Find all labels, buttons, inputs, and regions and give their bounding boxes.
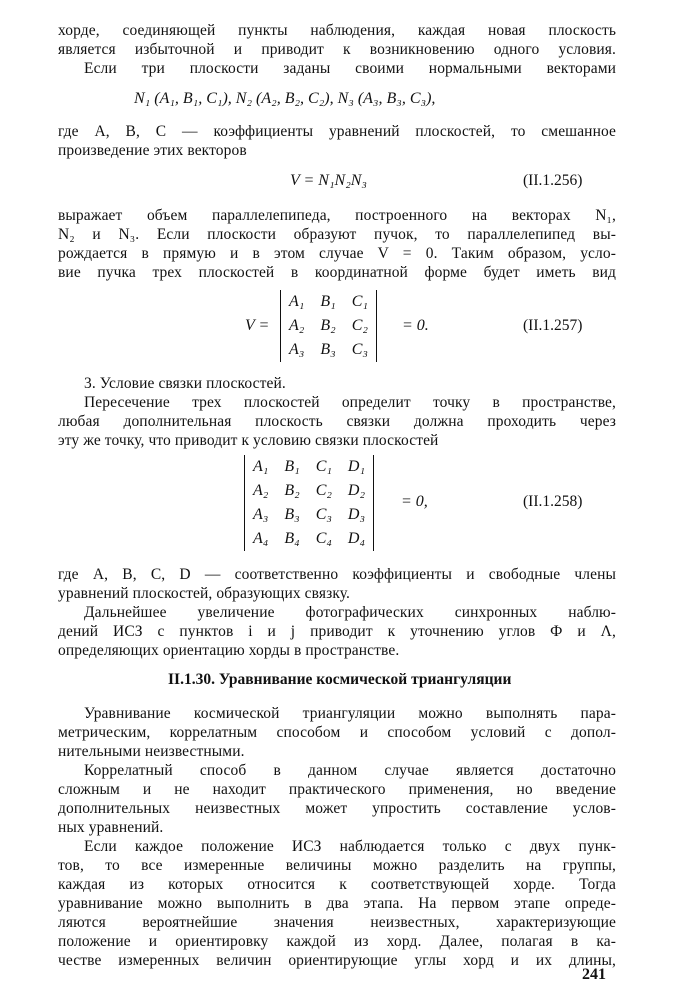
text-line: дений ИСЗ с пунктов i и j приводит к уточнению углов Ф и Λ, (58, 623, 616, 640)
matrix-cell: C₁ (315, 458, 332, 475)
text-line: Пересечение трех плоскостей определит точку в пространстве, (84, 394, 616, 411)
text-line: дополнительных неизвестных может упростить составление услов- (58, 800, 616, 817)
matrix-cell: B₄ (284, 530, 300, 547)
matrix-cell: D₃ (347, 506, 366, 523)
matrix-cell: A₁ (253, 458, 269, 475)
text-line: уравнивание можно выполнить в два этапа. На первом этапе опреде- (58, 895, 616, 912)
text-line: хорде, соединяющей пункты наблюдения, каждая новая плоскость (58, 22, 616, 39)
matrix-cell: C₂ (351, 317, 368, 334)
equation-number: (II.1.258) (523, 493, 583, 510)
matrix-cell: A₁ (289, 293, 305, 310)
matrix-cell: C₄ (315, 530, 332, 547)
matrix-cell: A₂ (289, 317, 305, 334)
matrix-cell: C₃ (315, 506, 332, 523)
text-line: произведение этих векторов (58, 142, 247, 159)
matrix-cell: A₃ (289, 341, 305, 358)
matrix-cell: B₂ (320, 317, 336, 334)
matrix-cell: C₂ (315, 482, 332, 499)
matrix-cell: B₃ (320, 341, 336, 358)
matrix-cell: D₂ (347, 482, 366, 499)
text-line: Дальнейшее увеличение фотографических синхронных наблю- (84, 604, 616, 621)
text-line: честве измеренных величин ориентирующие углы хорд и их длины, (58, 952, 616, 969)
matrix-cell: C₃ (351, 341, 368, 358)
equation-number: (II.1.256) (523, 172, 583, 189)
section-title: II.1.30. Уравнивание космической триангуляции (168, 671, 512, 688)
matrix-cell: D₄ (347, 530, 366, 547)
matrix-cell: B₁ (284, 458, 300, 475)
text-line: тов, то все измеренные величины можно разделить на группы, (58, 857, 616, 874)
text-line: Если три плоскости заданы своими нормальными векторами (84, 60, 616, 77)
equation-lhs: V = (245, 317, 270, 334)
text-line: N₂ и N₃. Если плоскости образуют пучок, то параллелепипед вы- (58, 226, 616, 243)
determinant-3x3 (280, 290, 377, 362)
text-line: вие пучка трех плоскостей в координатной форме будет иметь вид (58, 264, 616, 281)
text-line: является избыточной и приводит к возникновению одного условия. (58, 41, 616, 58)
equation-rhs: = 0, (401, 493, 428, 510)
determinant-4x4 (244, 455, 374, 551)
text-line: эту же точку, что приводит к условию связки плоскостей (58, 432, 439, 449)
equation-number: (II.1.257) (523, 317, 583, 334)
equation-mixed-product: V = N₁N₂N₃ (290, 172, 367, 189)
text-line: ных уравнений. (58, 819, 164, 836)
equation-vectors: N₁ (A₁, B₁, C₁), N₂ (A₂, B₂, C₂), N₃ (A₃, B₃, C₃), (134, 90, 436, 107)
matrix-cell: B₁ (320, 293, 336, 310)
text-line: уравнений плоскостей, образующих связку. (58, 585, 351, 602)
page-number: 241 (582, 966, 606, 983)
text-line: ляются вероятнейшие значения неизвестных, характеризующие (58, 914, 616, 931)
equation-rhs: = 0. (402, 317, 429, 334)
text-line: положение и ориентировку каждой из хорд. Далее, полагая в ка- (58, 933, 616, 950)
text-line: рождается в прямую и в этом случае V = 0. Таким образом, усло- (58, 245, 616, 262)
text-line: сложным и не находит практического применения, но введение (58, 781, 616, 798)
matrix-cell: C₁ (351, 293, 368, 310)
text-line: где A, B, C, D — соответственно коэффициенты и свободные члены (58, 566, 616, 583)
text-line: любая дополнительная плоскость связки должна проходить через (58, 413, 616, 430)
text-line: выражает объем параллелепипеда, построенного на векторах N₁, (58, 207, 616, 224)
text-line: Коррелатный способ в данном случае является достаточно (84, 762, 616, 779)
matrix-cell: A₃ (253, 506, 269, 523)
text-line: нительными неизвестными. (58, 743, 245, 760)
matrix-cell: A₄ (253, 530, 269, 547)
matrix-cell: B₂ (284, 482, 300, 499)
text-line: Уравнивание космической триангуляции можно выполнять пара- (84, 705, 616, 722)
text-line: где A, B, C — коэффициенты уравнений плоскостей, то смешанное (58, 123, 616, 140)
matrix-cell: B₃ (284, 506, 300, 523)
text-line: Если каждое положение ИСЗ наблюдается только с двух пунк- (84, 838, 616, 855)
text-line: определяющих ориентацию хорды в пространстве. (58, 642, 400, 659)
matrix-cell: A₂ (253, 482, 269, 499)
text-line: каждая из которых относится к соответствующей хорде. Тогда (58, 876, 616, 893)
text-line: метрическим, коррелатным способом и способом условий с допол- (58, 724, 616, 741)
matrix-cell: D₁ (347, 458, 366, 475)
text-line: 3. Условие связки плоскостей. (84, 375, 286, 392)
